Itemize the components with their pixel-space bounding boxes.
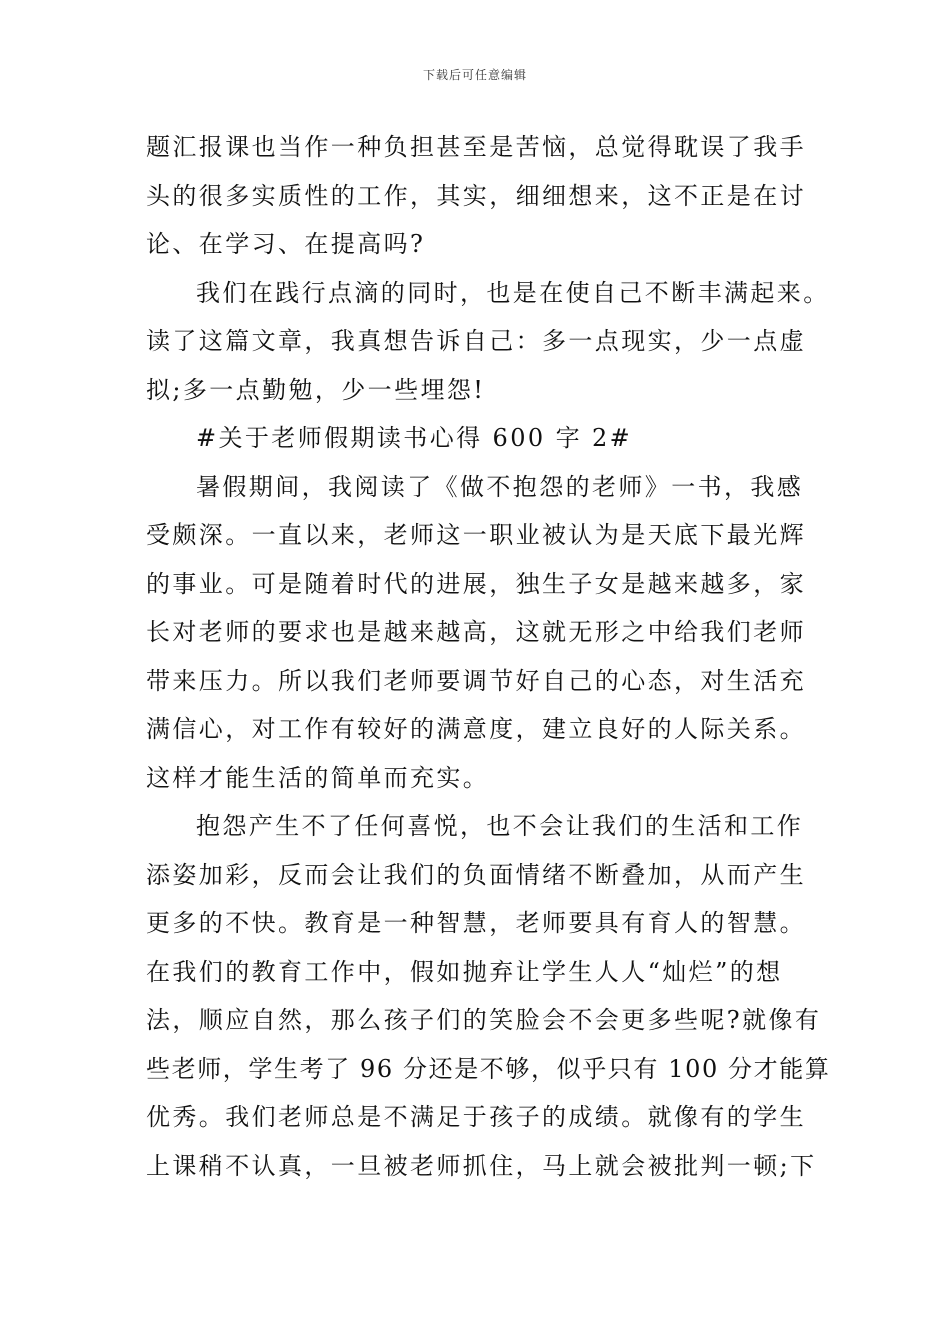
text-line: 优秀。我们老师总是不满足于孩子的成绩。就像有的学生	[146, 1103, 806, 1131]
document-body	[146, 123, 831, 1190]
text-line: 拟;多一点勤勉，少一些埋怨!	[146, 375, 486, 404]
text-line: 添姿加彩，反而会让我们的负面情绪不断叠加，从而产生	[146, 860, 806, 889]
text-line: 的事业。可是随着时代的进展，独生子女是越来越多，家	[146, 569, 806, 598]
page-header: 下载后可任意编辑	[422, 68, 527, 82]
text-line: 抱怨产生不了任何喜悦，也不会让我们的生活和工作	[196, 812, 804, 840]
text-line: 这样才能生活的简单而充实。	[146, 763, 490, 792]
text-line: 上课稍不认真，一旦被老师抓住，马上就会被批判一顿;下	[146, 1151, 817, 1180]
text-line: 满信心，对工作有较好的满意度，建立良好的人际关系。	[146, 715, 806, 743]
text-line: #关于老师假期读书心得 600 字 2#	[196, 424, 633, 452]
text-line: 法，顺应自然，那么孩子们的笑脸会不会更多些呢?就像有	[146, 1006, 822, 1034]
text-line: 带来压力。所以我们老师要调节好自己的心态，对生活充	[146, 666, 806, 695]
text-line: 论、在学习、在提高吗?	[146, 230, 426, 258]
text-line: 头的很多实质性的工作，其实，细细想来，这不正是在讨	[146, 181, 806, 210]
text-line: 暑假期间，我阅读了《做不抱怨的老师》一书，我感	[196, 472, 804, 501]
text-line: 受颇深。一直以来，老师这一职业被认为是天底下最光辉	[146, 521, 806, 549]
text-line: 我们在践行点滴的同时，也是在使自己不断丰满起来。	[196, 278, 830, 307]
text-line: 些老师，学生考了 96 分还是不够，似乎只有 100 分才能算	[146, 1054, 831, 1083]
text-line: 题汇报课也当作一种负担甚至是苦恼，总觉得耽误了我手	[146, 133, 806, 161]
text-line: 更多的不快。教育是一种智慧，老师要具有育人的智慧。	[146, 909, 806, 937]
text-line: 长对老师的要求也是越来越高，这就无形之中给我们老师	[146, 618, 806, 646]
text-line: 在我们的教育工作中，假如抛弃让学生人人“灿烂”的想	[146, 957, 783, 986]
text-line: 读了这篇文章，我真想告诉自己：多一点现实，少一点虚	[146, 327, 806, 355]
